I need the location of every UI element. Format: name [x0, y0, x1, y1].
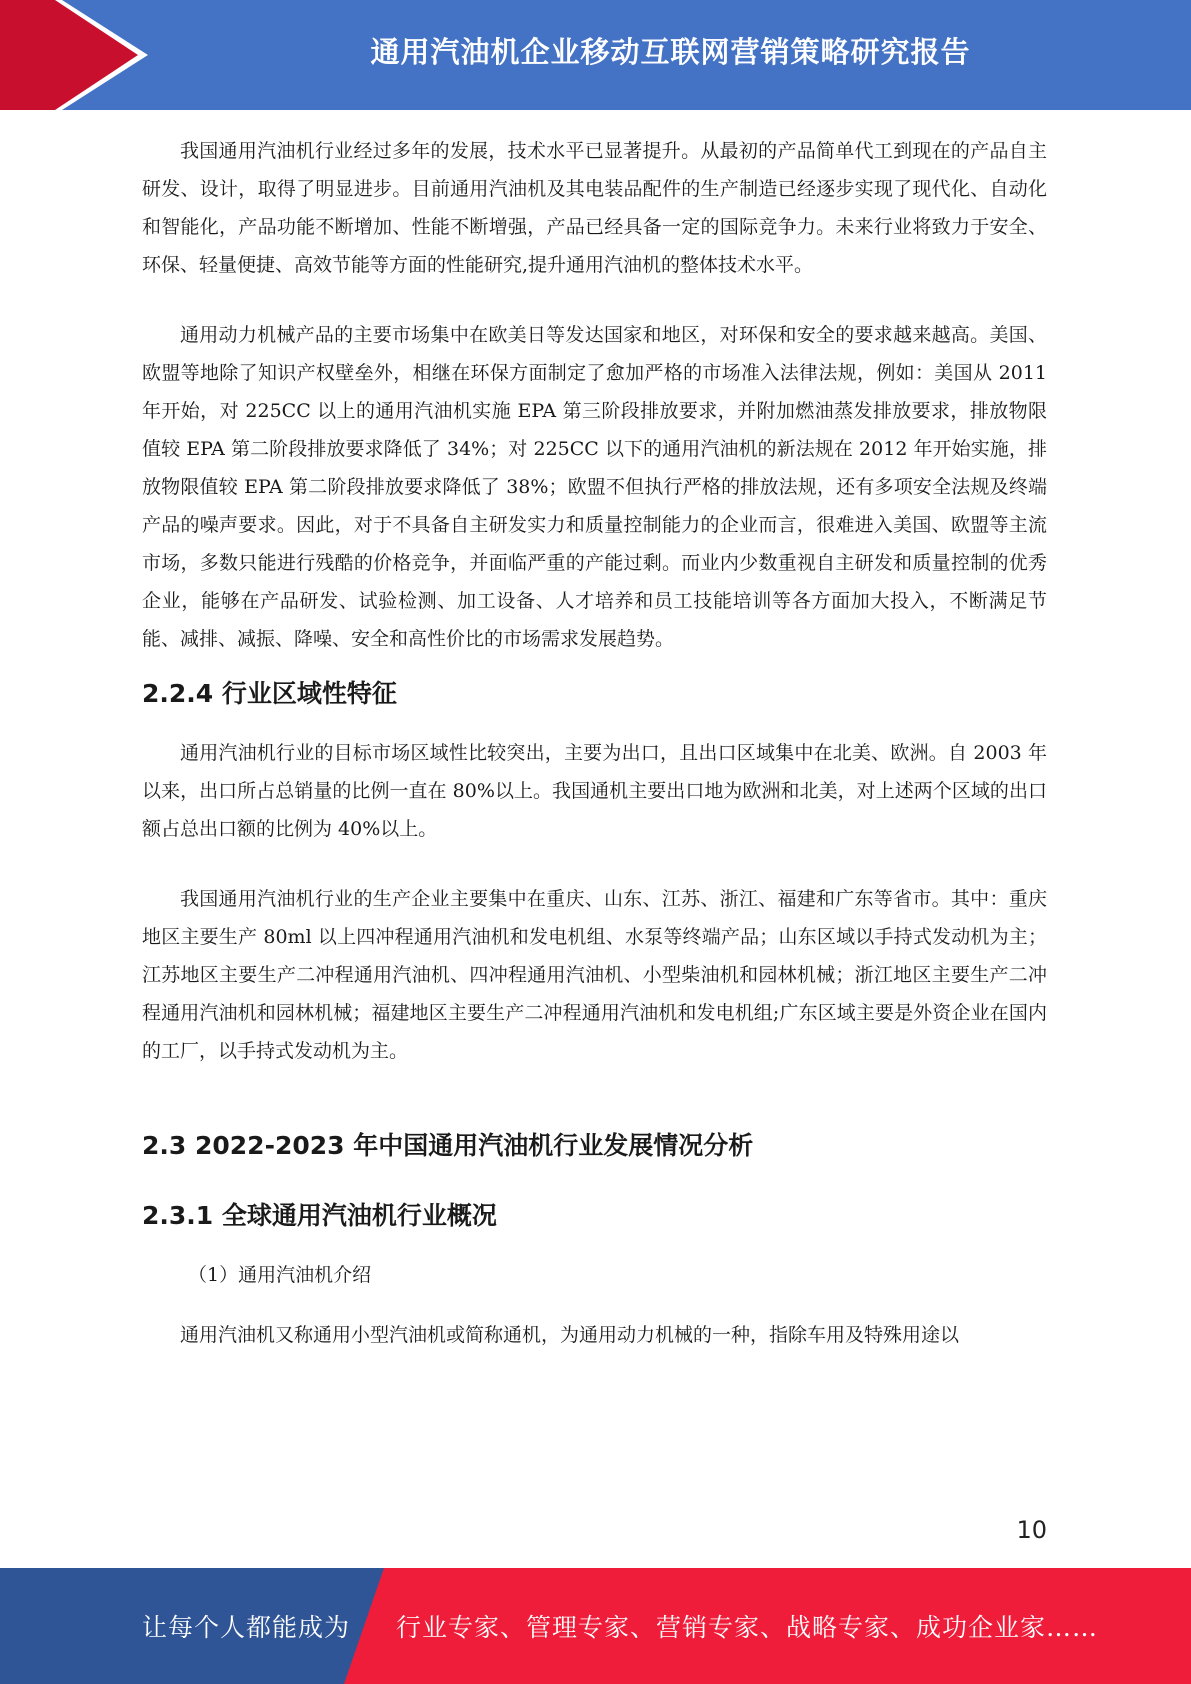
paragraph-market-regulation: 通用动力机械产品的主要市场集中在欧美日等发达国家和地区，对环保和安全的要求越来越高。美国、欧盟等地除了知识产权壁垒外，相继在环保方面制定了愈加严格的市场准入法律法规，例如：美国从 2011 年开始，对 225CC 以上的通用汽油机实施 EPA 第三阶段排放要求，并附加燃油蒸发排放要求，排放物限值较 EPA 第二阶段排放要求降低了 34%；对 225CC 以下的通用汽油机的新法规在 2012 年开始实施，排放物限值较 EPA 第二阶段排放要求降低了 38%；欧盟不但执行严格的排放法规，还有多项安全法规及终端产品的噪声要求。因此，对于不具备自主研发实力和质量控制能力的企业而言，很难进入美国、欧盟等主流市场，多数只能进行残酷的价格竞争，并面临严重的产能过剩。而业内少数重视自主研发和质量控制的优秀企业，能够在产品研发、试验检测、加工设备、人才培养和员工技能培训等各方面加大投入，不断满足节能、减排、减振、降噪、安全和高性价比的市场需求发展趋势。	[142, 324, 1047, 650]
page-body	[142, 132, 1047, 1354]
footer-slogan-right: 行业专家、管理专家、营销专家、战略专家、成功企业家……	[396, 1613, 1099, 1642]
heading-2-3-1: 2.3.1 全球通用汽油机行业概况	[142, 1201, 497, 1230]
page-number: 10	[1016, 1516, 1047, 1544]
list-item-intro: （1）通用汽油机介绍	[188, 1264, 372, 1286]
paragraph-definition: 通用汽油机又称通用小型汽油机或简称通机，为通用动力机械的一种，指除车用及特殊用途以	[180, 1324, 960, 1346]
paragraph-production-regions: 我国通用汽油机行业的生产企业主要集中在重庆、山东、江苏、浙江、福建和广东等省市。其中：重庆地区主要生产 80ml 以上四冲程通用汽油机和发电机组、水泵等终端产品；山东区域以手持式发动机为主；江苏地区主要生产二冲程通用汽油机、四冲程通用汽油机、小型柴油机和园林机械；浙江地区主要生产二冲程通用汽油机和园林机械；福建地区主要生产二冲程通用汽油机和发电机组;广东区域主要是外资企业在国内的工厂，以手持式发动机为主。	[142, 888, 1047, 1062]
paragraph-export-regions: 通用汽油机行业的目标市场区域性比较突出，主要为出口，且出口区域集中在北美、欧洲。自 2003 年以来，出口所占总销量的比例一直在 80%以上。我国通机主要出口地为欧洲和北美，对上述两个区域的出口额占总出口额的比例为 40%以上。	[142, 742, 1047, 840]
paragraph-tech-level: 我国通用汽油机行业经过多年的发展，技术水平已显著提升。从最初的产品简单代工到现在的产品自主研发、设计，取得了明显进步。目前通用汽油机及其电装品配件的生产制造已经逐步实现了现代化、自动化和智能化，产品功能不断增加、性能不断增强，产品已经具备一定的国际竞争力。未来行业将致力于安全、环保、轻量便捷、高效节能等方面的性能研究,提升通用汽油机的整体技术水平。	[142, 140, 1047, 276]
page-header	[0, 0, 1191, 110]
heading-2-2-4: 2.2.4 行业区域性特征	[142, 679, 397, 708]
heading-2-3: 2.3 2022-2023 年中国通用汽油机行业发展情况分析	[142, 1131, 754, 1160]
footer-slogan-left: 让每个人都能成为	[142, 1613, 351, 1642]
report-title: 通用汽油机企业移动互联网营销策略研究报告	[370, 34, 971, 69]
page-footer	[0, 1568, 1191, 1684]
